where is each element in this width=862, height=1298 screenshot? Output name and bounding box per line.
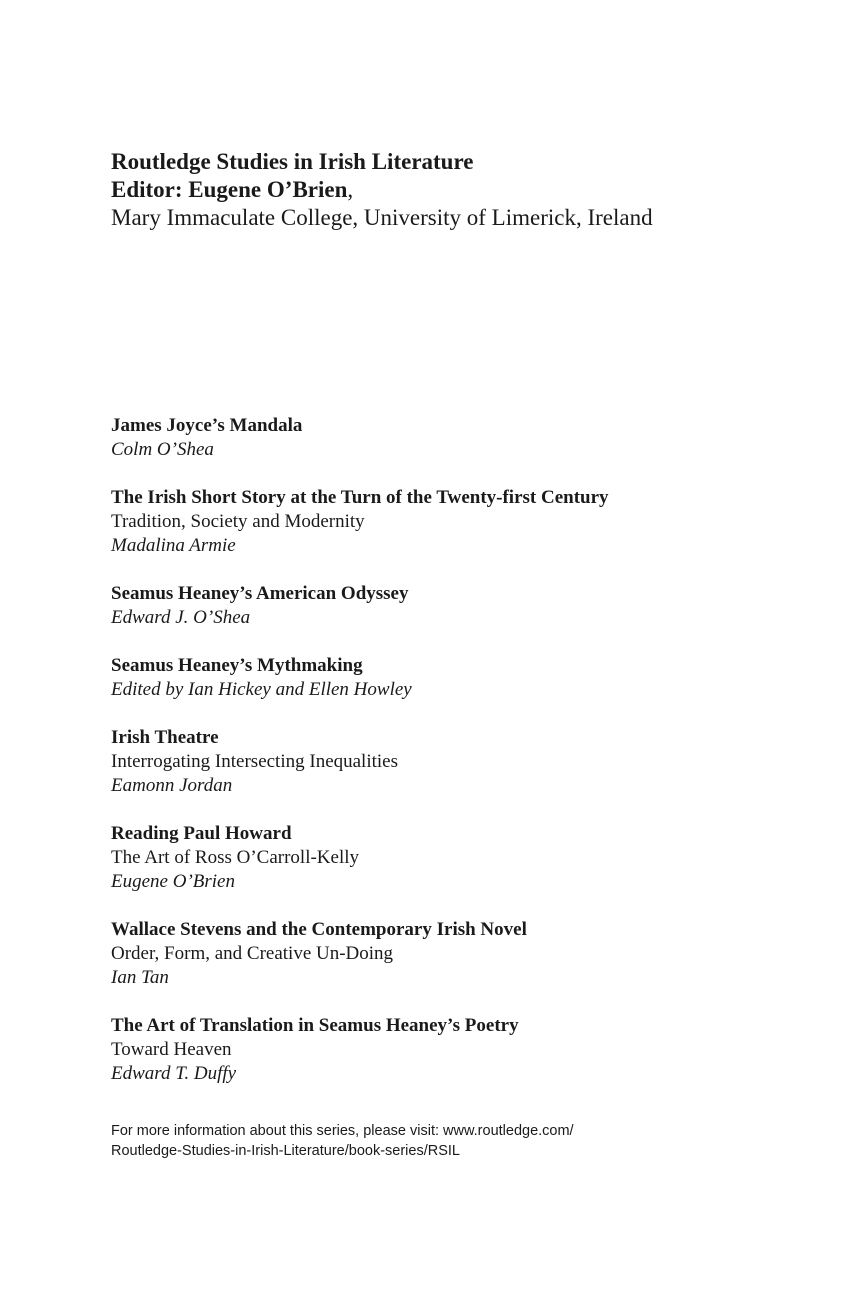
book-author: Ian Tan: [111, 967, 169, 988]
series-title: Routledge Studies in Irish Literature: [111, 149, 474, 174]
book-author: Edward T. Duffy: [111, 1063, 237, 1084]
book-entry: [111, 726, 831, 798]
more-info-note: [111, 1121, 831, 1161]
book-list: [111, 414, 831, 1110]
book-title: Wallace Stevens and the Contemporary Irish Novel: [111, 919, 527, 940]
book-author: Eugene O’Brien: [111, 871, 235, 892]
series-editor-comma: ,: [347, 177, 354, 202]
book-author: Colm O’Shea: [111, 439, 214, 460]
series-editor: Editor: Eugene O’Brien: [111, 177, 348, 202]
series-header: [111, 148, 831, 232]
book-title: The Art of Translation in Seamus Heaney’s Poetry: [111, 1015, 519, 1036]
book-entry: [111, 582, 831, 630]
book-entry: [111, 654, 831, 702]
book-title: Reading Paul Howard: [111, 823, 292, 844]
more-info-line-1: For more information about this series, please visit: www.routledge.com/: [111, 1123, 574, 1139]
book-author: Edward J. O’Shea: [111, 607, 251, 628]
book-entry: [111, 822, 831, 894]
series-affiliation: Mary Immaculate College, University of Limerick, Ireland: [111, 205, 653, 230]
book-subtitle: Tradition, Society and Modernity: [111, 511, 365, 532]
book-entry: [111, 1014, 831, 1086]
book-author: Madalina Armie: [111, 535, 236, 556]
book-author: Eamonn Jordan: [111, 775, 233, 796]
book-entry: [111, 918, 831, 990]
book-title: Irish Theatre: [111, 727, 219, 748]
more-info-line-2: Routledge-Studies-in-Irish-Literature/book-series/RSIL: [111, 1143, 460, 1159]
book-title: Seamus Heaney’s American Odyssey: [111, 583, 409, 604]
book-subtitle: Order, Form, and Creative Un-Doing: [111, 943, 394, 964]
book-subtitle: Interrogating Intersecting Inequalities: [111, 751, 399, 772]
series-editor-line: [111, 176, 831, 204]
book-title: The Irish Short Story at the Turn of the Twenty-first Century: [111, 487, 609, 508]
book-subtitle: Toward Heaven: [111, 1039, 232, 1060]
book-title: Seamus Heaney’s Mythmaking: [111, 655, 363, 676]
book-author: Edited by Ian Hickey and Ellen Howley: [111, 679, 412, 700]
book-entry: [111, 414, 831, 462]
book-title: James Joyce’s Mandala: [111, 415, 303, 436]
book-subtitle: The Art of Ross O’Carroll-Kelly: [111, 847, 360, 868]
book-entry: [111, 486, 831, 558]
